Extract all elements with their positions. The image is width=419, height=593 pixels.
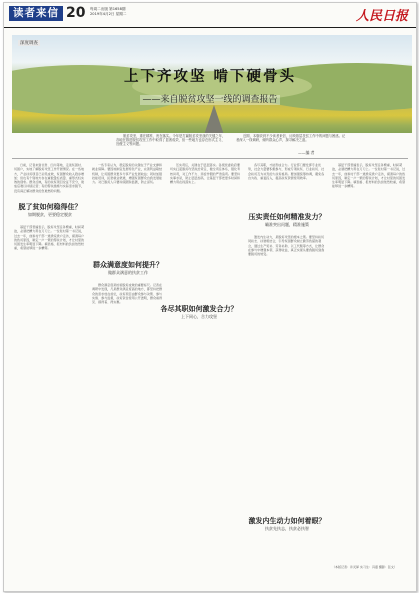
question-1: 脱了贫如何稳得住？ 如期脱贫，更要稳定脱贫 xyxy=(18,203,82,217)
headline: 上下齐攻坚 啃下硬骨头 xyxy=(123,69,297,85)
newspaper-logo: 人民日报 xyxy=(355,9,408,24)
column-badge: 读者来信 xyxy=(9,6,63,21)
body-column-2a: 一些专家认为，稳定脱贫的关键在于产业支撑和就业保障。要因地制宜发展特色产业，完善利益联结机制，让贫困群众更多分享产业发展收益；同时加强技能培训，拓宽就业渠道，增强贫困群众自我发展能力。对已脱贫人口要持续跟踪监测，防止返贫。 xyxy=(92,163,163,184)
body-column-1a: 日前，记者来到甘肃、四川等地，走进贫困村、贫困户，实地了解脱贫攻坚工作开展情况。在一些地方，产业扶贫项目已初见成效，贫困群众收入稳步增加；但也有个别地方存在重数量轻质量、重形式轻实效的现象。群众反映，有的扶贫项目论证不充分，建成后难以持续运营；有的帮扶措施与实际需求脱节，没有真正解决群众的急难愁盼问题。 xyxy=(14,163,85,193)
body-column-4b: 激发内生动力，是脱贫攻坚的根本之策。要坚持扶贫同扶志、扶智相结合，引导贫困群众树立勤劳致富的观念，通过生产奖补、劳务补助、以工代赈等方式，让群众在参与中增强本领、获得收益，真正实现从要我脱贫到我要脱贫的转变。 xyxy=(248,235,325,256)
question-3: 压实责任如何精准发力？ 瞄准突出问题，精准施策 xyxy=(248,213,326,227)
newspaper-page xyxy=(3,2,417,592)
intro-right: 近期，本版收到不少读者来信，反映基层扶贫工作中的问题与困惑。记者深入一线调研，倾听群众心声，探寻解决之道。 xyxy=(236,134,346,143)
body-column-5: 基层干部普遍表示，脱贫攻坚任务繁重，时间紧迫，必须把精力用在刀刃上。一位驻村第一书记说，过去一年，他和村干部一道挨家挨户走访，摸清每户的致贫原因，制定一户一策的帮扶计划，才让村里的贫困发生率明显下降。填表格、报材料的负担依然较重，希望能够进一步精简。 xyxy=(332,163,406,189)
page-header xyxy=(4,3,416,28)
body-column-2b: 群众满意度是检验脱贫成效的重要标尺。记者在调研中发现，凡是群众满意度高的地方，都坚持把群众的需求放在首位，扶贫项目由群众参与决策、参与实施、参与监督，扶贫资金使用公开透明，群众看得见、摸得着、得实惠。 xyxy=(92,283,163,304)
question-5: 激发内生动力如何着眼？ 扶贫先扶志，扶贫必扶智 xyxy=(248,517,326,531)
question-4: 各尽其职如何激发合力？ 上下同心，合力攻坚 xyxy=(160,305,238,319)
divider xyxy=(12,158,408,159)
body-column-1b: 基层干部普遍表示，脱贫攻坚任务繁重，时间紧迫，必须把精力用在刀刃上。一位驻村第一书记说，过去一年，他和村干部一道挨家挨户走访，摸清每户的致贫原因，制定一户一策的帮扶计划，才让村里的贫困发生率明显下降。填表格、报材料的负担依然较重，希望能够进一步精简。 xyxy=(14,225,85,251)
issue-meta: 每周二出版 第1658期 2019年4月2日 星期二 xyxy=(90,7,127,16)
question-2: 群众满意度如何提升？ 做群众满意的扶贫工作 xyxy=(93,261,163,275)
footer-note: （本版记者：许灵犀 实习生：冯嘉 摄影：张文） xyxy=(332,565,397,569)
subheadline: ——来自脱贫攻坚一线的调查报告 xyxy=(142,95,278,105)
body-column-4a: 各尽其职，才能形成合力。行业部门要发挥专业优势，社会力量要积极参与，形成专项扶贫、行业扶贫、社会扶贫互为补充的大扶贫格局。要加强统筹协调，避免各自为政、重复投入，提高扶贫资源使用效率。 xyxy=(248,163,325,180)
road xyxy=(204,105,224,133)
byline: ——编 者 xyxy=(298,150,315,155)
page-number: 20 xyxy=(66,5,86,21)
intro-left: 脱贫攻坚，重在精准，贵在落实。今年是打赢脱贫攻坚战的关键之年，各地在推进脱贫攻坚工作中取得了显著成效，但一些地方也存在形式主义、官僚主义等问题。 xyxy=(116,134,226,147)
body-column-3: 压实责任，关键在于层层落实。各级党委政府要切实扛起脱贫攻坚政治责任，健全责任体系，强化考核问责，对工作不力、弄虚作假的严肃追责。要坚持实事求是，防止层层加码，让基层干部把更多时间和精力用在抓落实上。 xyxy=(170,163,241,184)
section-tag: 深度调查 xyxy=(20,41,38,46)
